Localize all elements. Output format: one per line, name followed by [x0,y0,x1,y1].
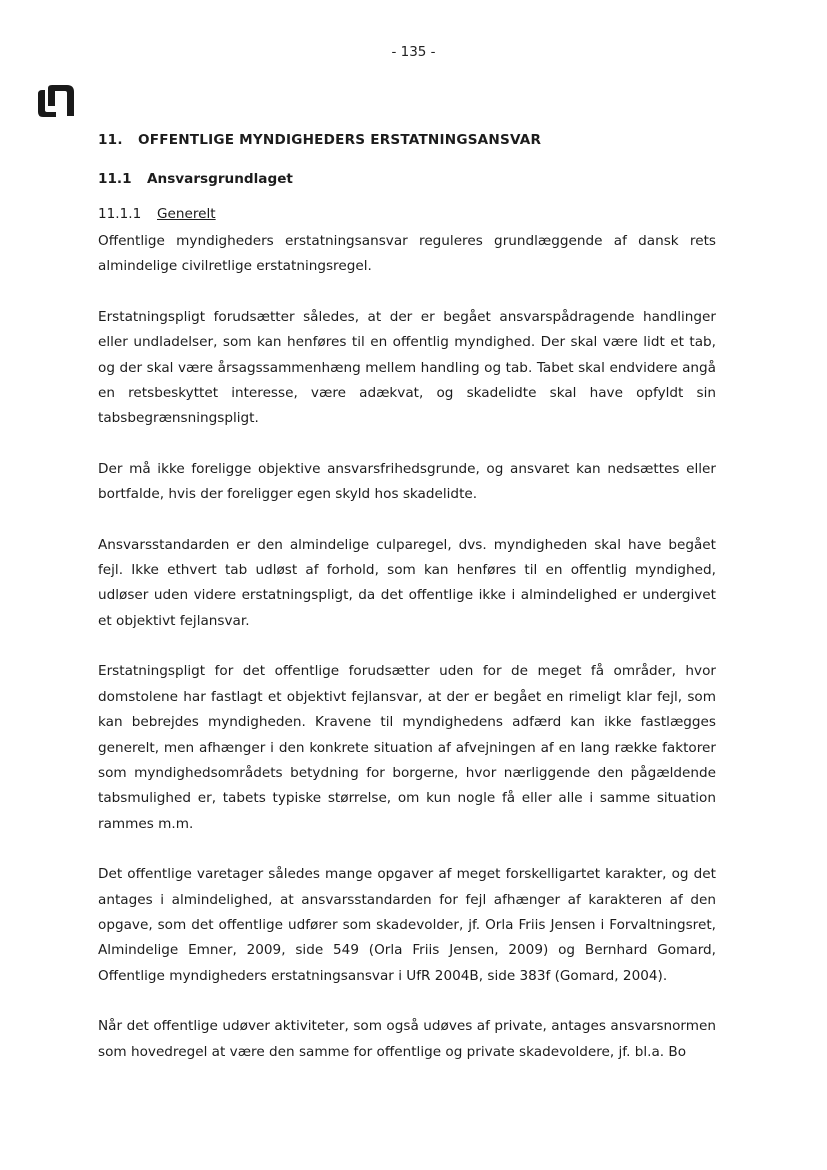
page-number: - 135 - [391,44,436,60]
paragraph: Ansvarsstandarden er den almindelige culparegel, dvs. myndigheden skal have begået fejl. Ikke ethvert tab udløst af forhold, som kan henføres til en offentlig myndighed, udløser uden videre erstatningspligt, da det offentlige ikke i almindelighed er undergivet et objektivt fejlansvar. [98,536,716,629]
paragraph: Erstatningspligt for det offentlige forudsætter uden for de meget få områder, hvor domstolene har fastlagt et objektivt fejlansvar, at der er begået en rimeligt klar fejl, som kan bebrejdes myndigheden. Kravene til myndighedens adfærd kan ikke fastlægges generelt, men afhænger i den konkrete situation af afvejningen af en lang række faktorer som myndighedsområdets betydning for borgerne, hvor nærliggende den pågældende tabsmulighed er, tabets typiske størrelse, om kun nogle få eller alle i samme situation rammes m.m. [98,663,716,832]
chapter-number: 11. [98,132,123,148]
subsection-number: 11.1.1 [98,206,142,222]
chapter-title: OFFENTLIGE MYNDIGHEDERS ERSTATNINGSANSVAR [138,132,542,148]
section-title: Ansvarsgrundlaget [147,171,293,187]
subsection-heading [98,202,716,226]
paragraph: Når det offentlige udøver aktiviteter, som også udøves af private, antages ansvarsnormen som hovedregel at være den samme for offentlige og private skadevoldere, jf. bl.a. Bo [98,1018,716,1060]
paragraph: Erstatningspligt forudsætter således, at der er begået ansvarspådragende handlinger eller undladelser, som kan henføres til en offentlig myndighed. Der skal være lidt et tab, og der skal være årsagssammenhæng mellem handling og tab. Tabet skal endvidere angå en retsbeskyttet interesse, være adækvat, og skadelidte skal have opfyldt sin tabsbegrænsningspligt. [98,308,716,427]
chapter-heading [98,128,716,152]
subsection-title: Generelt [157,206,216,222]
paragraph: Der må ikke foreligge objektive ansvarsfrihedsgrunde, og ansvaret kan nedsættes eller bortfalde, hvis der foreligger egen skyld hos skadelidte. [98,460,716,503]
paragraph: Offentlige myndigheders erstatningsansvar reguleres grundlæggende af dansk rets almindelige civilretlige erstatningsregel. [98,233,716,275]
document-body [98,128,716,1065]
logo-icon [36,84,76,118]
paragraph: Det offentlige varetager således mange opgaver af meget forskelligartet karakter, og det antages i almindelighed, at ansvarsstandarden for fejl afhænger af karakteren af den opgave, som det offentlige udfører som skadevolder, jf. Orla Friis Jensen i Forvaltningsret, Almindelige Emner, 2009, side 549 (Orla Friis Jensen, 2009) og Bernhard Gomard, Offentlige myndigheders erstatningsansvar i UfR 2004B, side 383f (Gomard, 2004). [98,866,716,984]
section-number: 11.1 [98,171,132,187]
section-heading [98,167,716,191]
